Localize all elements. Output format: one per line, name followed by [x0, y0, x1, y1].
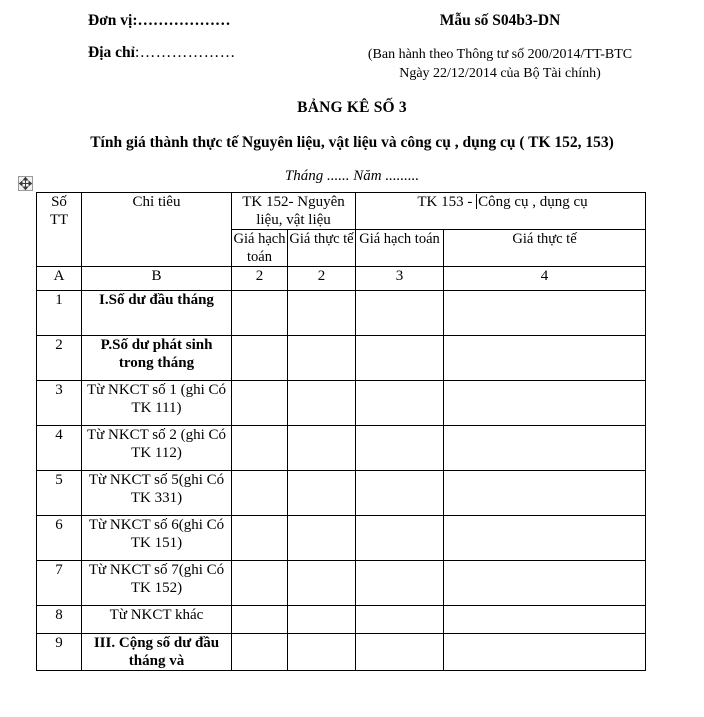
row-value-cell-3[interactable] [356, 291, 444, 336]
page-subtitle: Tính giá thành thực tế Nguyên liệu, vật liệu và công cụ , dụng cụ ( TK 152, 153) [90, 134, 614, 151]
row-number-cell: 6 [37, 516, 82, 561]
row-value-cell-3[interactable] [356, 561, 444, 606]
row-number-cell: 2 [37, 336, 82, 381]
row-value-cell-3[interactable] [356, 516, 444, 561]
row-label-cell: Từ NKCT số 7(ghi Có TK 152) [82, 561, 232, 606]
row-value-cell-1[interactable] [232, 291, 288, 336]
row-value-cell-2[interactable] [288, 606, 356, 634]
row-value-cell-4[interactable] [444, 381, 646, 426]
row-value-cell-3[interactable] [356, 471, 444, 516]
table-row [37, 291, 646, 336]
header-cell-152-gia-thuc-te: Giá thực tế [288, 230, 356, 267]
header-stt-line2: TT [49, 212, 69, 228]
column-number-3: 3 [356, 267, 444, 291]
row-label-cell: Từ NKCT số 6(ghi Có TK 151) [82, 516, 232, 561]
period-line: Tháng ...... Năm ......... [284, 168, 420, 184]
row-value-cell-1[interactable] [232, 426, 288, 471]
row-value-cell-4[interactable] [444, 634, 646, 671]
row-value-cell-1[interactable] [232, 336, 288, 381]
row-value-cell-1[interactable] [232, 516, 288, 561]
row-label-cell: I.Số dư đầu tháng [82, 291, 232, 336]
address-field-label [88, 44, 236, 62]
row-label-cell: III. Cộng số dư đầu tháng và [82, 634, 232, 671]
table-row [37, 516, 646, 561]
row-number-cell: 3 [37, 381, 82, 426]
row-value-cell-4[interactable] [444, 471, 646, 516]
row-value-cell-4[interactable] [444, 291, 646, 336]
table-row [37, 336, 646, 381]
header-tk153-prefix: TK 153 - [417, 194, 477, 210]
table-header-row-groups [37, 193, 646, 230]
row-label-cell: Từ NKCT số 5(ghi Có TK 331) [82, 471, 232, 516]
table-row [37, 381, 646, 426]
move-handle-icon [19, 177, 32, 190]
row-value-cell-3[interactable] [356, 634, 444, 671]
header-cell-152-gia-hach-toan: Giá hạch toán [232, 230, 288, 267]
table-row [37, 426, 646, 471]
row-value-cell-3[interactable] [356, 336, 444, 381]
unit-field-label: Đơn vị:……………… [88, 12, 231, 29]
bang-ke-so-3-table [36, 192, 646, 671]
column-letter-b: B [82, 267, 232, 291]
header-cell-stt [37, 193, 82, 267]
row-value-cell-2[interactable] [288, 561, 356, 606]
column-number-4: 4 [444, 267, 646, 291]
row-value-cell-1[interactable] [232, 606, 288, 634]
row-value-cell-2[interactable] [288, 516, 356, 561]
row-value-cell-3[interactable] [356, 381, 444, 426]
table-row [37, 606, 646, 634]
row-value-cell-3[interactable] [356, 606, 444, 634]
row-value-cell-2[interactable] [288, 336, 356, 381]
table-column-letters-row [37, 267, 646, 291]
row-value-cell-2[interactable] [288, 381, 356, 426]
issue-note [312, 45, 688, 83]
header-cell-153-gia-thuc-te: Giá thực tế [444, 230, 646, 267]
row-value-cell-2[interactable] [288, 426, 356, 471]
header-tk153-suffix: Công cụ , dụng cụ [478, 194, 588, 210]
table-row [37, 634, 646, 671]
row-value-cell-2[interactable] [288, 634, 356, 671]
header-cell-group-tk153 [356, 193, 646, 230]
row-value-cell-3[interactable] [356, 426, 444, 471]
address-dots: :……………… [134, 44, 236, 61]
row-label-cell: Từ NKCT số 2 (ghi Có TK 112) [82, 426, 232, 471]
header-stt-line1: Số [51, 194, 67, 210]
row-value-cell-4[interactable] [444, 426, 646, 471]
row-value-cell-1[interactable] [232, 471, 288, 516]
document-header-block [0, 0, 704, 92]
issue-note-line-1: (Ban hành theo Thông tư số 200/2014/TT-BTC [367, 47, 633, 62]
row-number-cell: 5 [37, 471, 82, 516]
row-value-cell-1[interactable] [232, 634, 288, 671]
row-label-cell: Từ NKCT số 1 (ghi Có TK 111) [82, 381, 232, 426]
form-code-text: Mẫu số S04b3-DN [439, 12, 561, 29]
row-number-cell: 4 [37, 426, 82, 471]
row-number-cell: 7 [37, 561, 82, 606]
row-value-cell-4[interactable] [444, 336, 646, 381]
column-number-2b: 2 [288, 267, 356, 291]
row-number-cell: 9 [37, 634, 82, 671]
row-number-cell: 8 [37, 606, 82, 634]
table-row [37, 471, 646, 516]
header-cell-153-gia-hach-toan: Giá hạch toán [356, 230, 444, 267]
row-value-cell-4[interactable] [444, 516, 646, 561]
row-value-cell-2[interactable] [288, 471, 356, 516]
row-value-cell-4[interactable] [444, 606, 646, 634]
header-cell-group-tk152: TK 152- Nguyên liệu, vật liệu [232, 193, 356, 230]
page-title: BẢNG KÊ SỐ 3 [297, 99, 407, 116]
row-label-cell: P.Số dư phát sinh trong tháng [82, 336, 232, 381]
table-row [37, 561, 646, 606]
column-letter-a: A [37, 267, 82, 291]
column-number-2a: 2 [232, 267, 288, 291]
row-value-cell-2[interactable] [288, 291, 356, 336]
row-value-cell-1[interactable] [232, 561, 288, 606]
row-number-cell: 1 [37, 291, 82, 336]
row-label-cell: Từ NKCT khác [82, 606, 232, 634]
row-value-cell-1[interactable] [232, 381, 288, 426]
address-label-text: Địa chỉ [88, 44, 135, 61]
header-cell-criteria: Chỉ tiêu [82, 193, 232, 267]
issue-note-line-2: Ngày 22/12/2014 của Bộ Tài chính) [399, 66, 601, 81]
bang-ke-table-wrapper [36, 192, 645, 671]
row-value-cell-4[interactable] [444, 561, 646, 606]
table-move-handle[interactable] [18, 176, 33, 191]
text-cursor-caret [476, 194, 477, 209]
